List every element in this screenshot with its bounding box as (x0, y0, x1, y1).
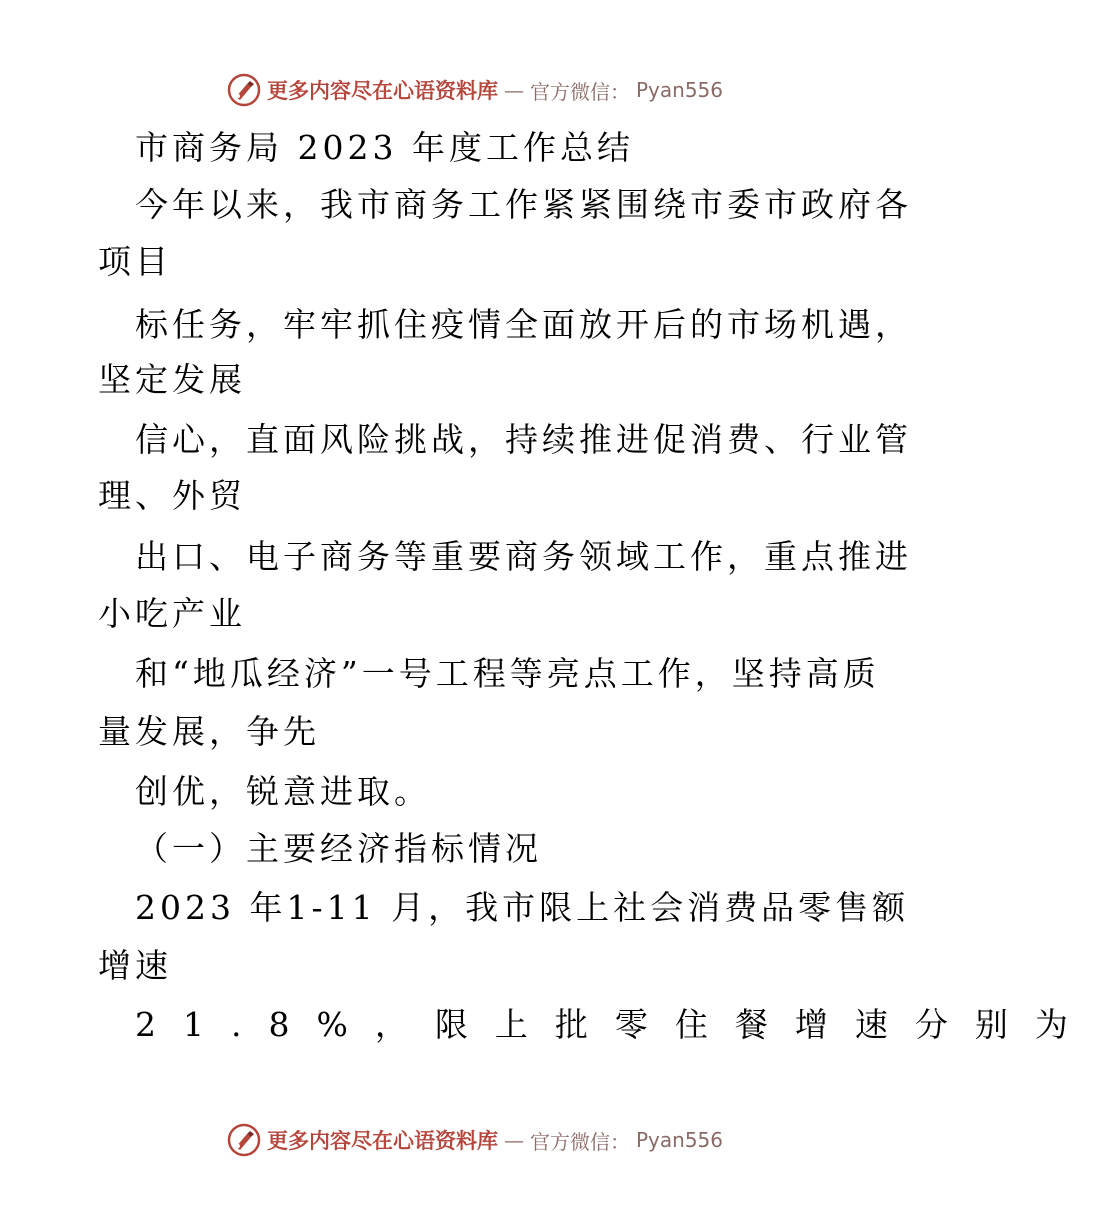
watermark-wechat-label: 官方微信： (529, 79, 630, 104)
watermark-brand: 更多内容尽在心语资料库 (266, 1128, 498, 1153)
document-title: 市商务局 2023 年度工作总结 (135, 128, 634, 167)
paragraph-line: 理、外贸 (98, 476, 246, 515)
watermark-header (0, 70, 950, 110)
watermark-dash: — (503, 1128, 524, 1152)
pen-nib-seal-icon (227, 1123, 261, 1157)
watermark-brand: 更多内容尽在心语资料库 (266, 78, 498, 103)
paragraph-line: 量发展，争先 (98, 712, 320, 751)
paragraph-line: 21.8%，限上批零住餐增速分别为 (135, 1005, 1095, 1044)
paragraph-line: 小吃产业 (98, 594, 246, 633)
watermark-footer (0, 1120, 950, 1160)
paragraph-line: 今年以来，我市商务工作紧紧围绕市委市政府各 (135, 185, 912, 224)
watermark-dash: — (503, 78, 524, 102)
pen-nib-seal-icon (227, 73, 261, 107)
watermark-wechat-id: Pyan556 (635, 78, 723, 102)
section-heading: （一）主要经济指标情况 (135, 829, 542, 868)
paragraph-line: 2023 年1-11 月，我市限上社会消费品零售额 (135, 888, 910, 927)
paragraph-line: 出口、电子商务等重要商务领域工作，重点推进 (135, 537, 912, 576)
paragraph-line: 坚定发展 (98, 360, 246, 399)
paragraph-line: 和“地瓜经济”一号工程等亮点工作，坚持高质 (135, 654, 880, 693)
watermark-wechat-id: Pyan556 (635, 1128, 723, 1152)
paragraph-line: 标任务，牢牢抓住疫情全面放开后的市场机遇， (135, 305, 912, 344)
paragraph-line: 信心，直面风险挑战，持续推进促消费、行业管 (135, 420, 912, 459)
paragraph-line: 创优，锐意进取。 (135, 772, 431, 811)
paragraph-line: 项目 (98, 242, 172, 281)
watermark-wechat-label: 官方微信： (529, 1129, 630, 1154)
paragraph-line: 增速 (98, 946, 172, 985)
